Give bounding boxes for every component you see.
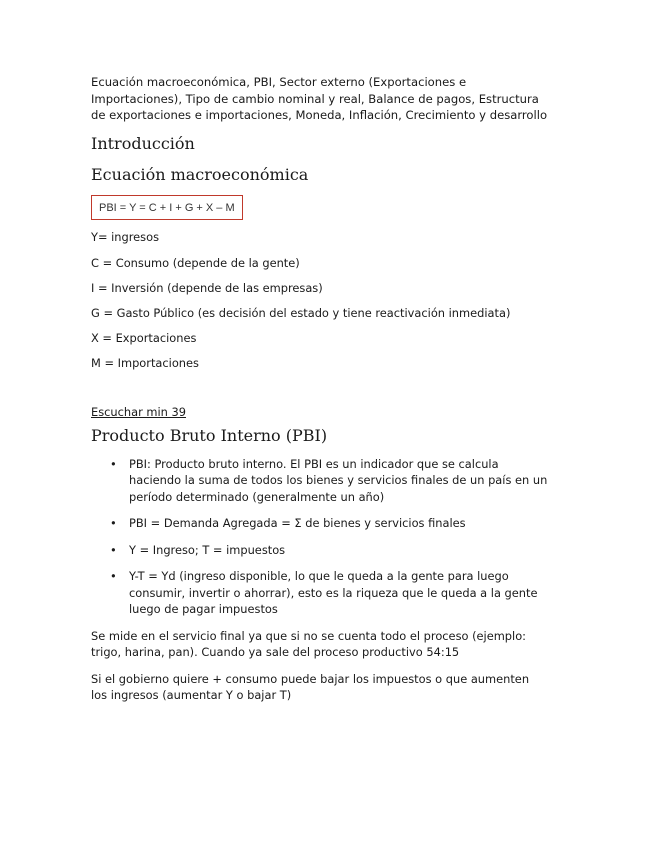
definition-item: X = Exportaciones xyxy=(91,330,197,345)
intro-summary xyxy=(91,74,571,124)
paragraph-line: los ingresos (aumentar Y o bajar T) xyxy=(91,688,292,702)
definition-item: Y= ingresos xyxy=(91,229,160,244)
heading-ecuacion-macroeconomica: Ecuación macroeconómica xyxy=(91,164,309,184)
definition-item: M = Importaciones xyxy=(91,355,199,370)
intro-line: Ecuación macroeconómica, PBI, Sector externo (Exportaciones e xyxy=(91,75,467,89)
bullet-icon: • xyxy=(110,456,117,471)
listen-link[interactable]: Escuchar min 39 xyxy=(91,404,186,419)
pbi-bullet-list xyxy=(91,456,571,618)
heading-producto-bruto-interno: Producto Bruto Interno (PBI) xyxy=(91,425,328,445)
definition-item: C = Consumo (depende de la gente) xyxy=(91,255,300,270)
definition-item: G = Gasto Público (es decisión del estado y tiene reactivación inmediata) xyxy=(91,305,511,320)
list-item xyxy=(91,515,571,532)
list-item-line: período determinado (generalmente un año) xyxy=(129,489,385,504)
paragraph-line: Se mide en el servicio final ya que si no se cuenta todo el proceso (ejemplo: xyxy=(91,628,527,643)
bullet-icon: • xyxy=(110,542,117,557)
intro-line: de exportaciones e importaciones, Moneda, Inflación, Crecimiento y desarrollo xyxy=(91,108,548,122)
paragraph-line: trigo, harina, pan). Cuando ya sale del proceso productivo 54:15 xyxy=(91,645,460,659)
list-item-line: PBI: Producto bruto interno. El PBI es un indicador que se calcula xyxy=(129,456,499,471)
definitions-list xyxy=(91,230,571,371)
paragraph xyxy=(91,671,571,704)
list-item-line: Y-T = Yd (ingreso disponible, lo que le queda a la gente para luego xyxy=(129,569,509,583)
bullet-icon: • xyxy=(110,569,117,583)
paragraph xyxy=(91,628,571,661)
paragraph-line: Si el gobierno quiere + consumo puede bajar los impuestos o que aumenten xyxy=(91,671,530,686)
heading-introduccion: Introducción xyxy=(91,133,195,153)
list-item-line: haciendo la suma de todos los bienes y servicios finales de un país en un xyxy=(129,473,548,487)
formula-box: PBI = Y = C + I + G + X – M xyxy=(91,195,243,220)
bullet-icon: • xyxy=(110,516,117,530)
list-item xyxy=(91,568,571,618)
list-item xyxy=(91,456,571,506)
intro-line: Importaciones), Tipo de cambio nominal y real, Balance de pagos, Estructura xyxy=(91,91,539,106)
list-item-line: Y = Ingreso; T = impuestos xyxy=(129,542,286,557)
document-page xyxy=(91,74,571,704)
list-item-line: PBI = Demanda Agregada = Σ de bienes y servicios finales xyxy=(129,516,466,530)
list-item-line: consumir, invertir o ahorrar), esto es la riqueza que le queda a la gente xyxy=(129,585,538,600)
list-item xyxy=(91,542,571,559)
definition-item: I = Inversión (depende de las empresas) xyxy=(91,280,323,295)
list-item-line: luego de pagar impuestos xyxy=(129,602,278,616)
